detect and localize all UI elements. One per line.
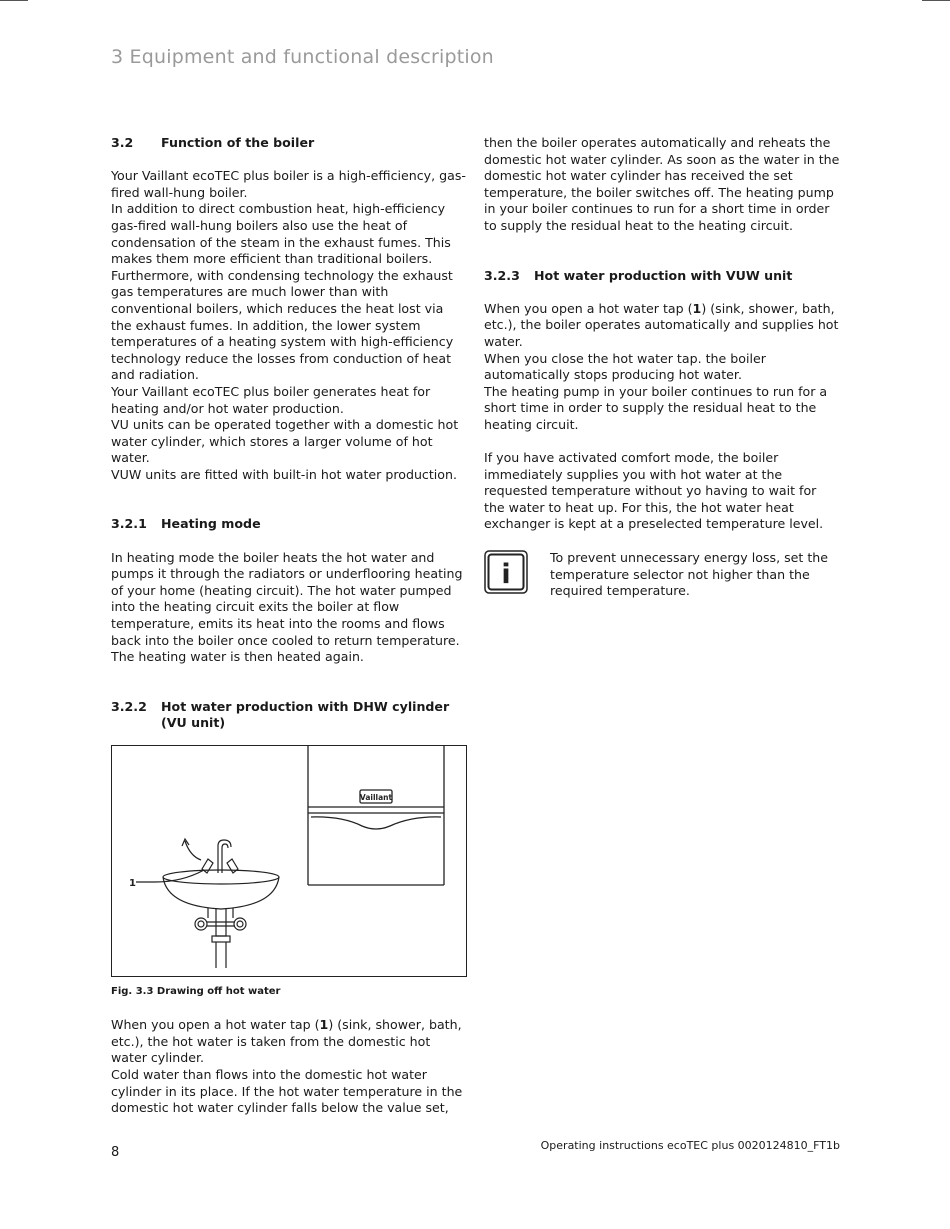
heading-3-2-2 bbox=[111, 699, 467, 732]
document-reference: Operating instructions ecoTEC plus 0020124810_FT1b bbox=[540, 1139, 840, 1152]
right-column bbox=[484, 135, 840, 600]
paragraph bbox=[111, 1017, 467, 1067]
paragraph bbox=[484, 301, 840, 351]
heading-number: 3.2 bbox=[111, 135, 134, 150]
paragraph: In heating mode the boiler heats the hot water and pumps it through the radiators or underflooring heating of your home (heating circuit). The hot water pumped into the heating circuit exits the boiler at flow temperature, emits its heat into the rooms and flows back into the boiler once cooled to return temperature. The heating water is then heated again. bbox=[111, 549, 463, 665]
paragraph: then the boiler operates automatically and reheats the domestic hot water cylinder. As soon as the water in the domestic hot water cylinder has received the set temperature, the boiler switches off. The heating pump in your boiler continues to run for a short time in order to supply the residual heat to the heating circuit. bbox=[484, 135, 840, 233]
text-run: When you open a hot water tap ( bbox=[484, 300, 693, 316]
heading-text: Hot water production with DHW cylinder (VU unit) bbox=[161, 698, 450, 731]
heading-3-2-1 bbox=[111, 516, 467, 533]
info-note bbox=[484, 550, 840, 600]
paragraph: VU units can be operated together with a domestic hot water cylinder, which stores a larger volume of hot water. bbox=[111, 417, 459, 466]
boiler-brand-label: Vaillant bbox=[359, 793, 393, 802]
text-run: When you open a hot water tap ( bbox=[111, 1017, 320, 1033]
text-run: ) (sink, shower, bath, etc.), the boiler operates automatically and supplies hot water. bbox=[484, 300, 839, 349]
heading-number: 3.2.2 bbox=[111, 698, 147, 714]
paragraph: VUW units are fitted with built-in hot water production. bbox=[111, 466, 457, 482]
paragraph: When you close the hot water tap. the boiler automatically stops producing hot water. bbox=[484, 350, 766, 383]
paragraph: If you have activated comfort mode, the boiler immediately supplies you with hot water at the requested temperature without yo having to wait for the water to heat up. For this, the hot water heat exchanger is kept at a preselected temperature level. bbox=[484, 450, 824, 532]
callout-number: 1 bbox=[129, 878, 136, 889]
heading-number: 3.2.3 bbox=[484, 267, 520, 283]
bold-reference: 1 bbox=[692, 300, 702, 316]
heading-3-2 bbox=[111, 135, 467, 152]
crop-mark-left bbox=[0, 0, 28, 1]
paragraph: Your Vaillant ecoTEC plus boiler generates heat for heating and/or hot water production. bbox=[111, 383, 431, 416]
info-icon bbox=[484, 550, 528, 594]
figure-caption: Fig. 3.3 Drawing off hot water bbox=[111, 986, 281, 997]
boiler-illustration bbox=[308, 746, 444, 885]
info-text: To prevent unnecessary energy loss, set the temperature selector not higher than the required temperature. bbox=[550, 550, 829, 599]
sink-illustration bbox=[136, 839, 279, 968]
paragraph: The heating pump in your boiler continues to run for a short time in order to supply the residual heat to the heating circuit. bbox=[484, 383, 828, 432]
figure-drawing-off-hot-water bbox=[111, 745, 467, 977]
crop-mark-right bbox=[922, 0, 950, 1]
heading-text: Function of the boiler bbox=[161, 135, 315, 150]
page-number: 8 bbox=[111, 1145, 120, 1160]
chapter-title: 3 Equipment and functional description bbox=[111, 46, 494, 68]
heading-text: Heating mode bbox=[161, 516, 261, 532]
heading-text: Hot water production with VUW unit bbox=[534, 267, 793, 283]
paragraph: Your Vaillant ecoTEC plus boiler is a high-efficiency, gas-fired wall-hung boiler. bbox=[111, 168, 466, 200]
text-run: ) (sink, shower, bath, etc.), the hot water is taken from the domestic hot water cylinder. bbox=[111, 1017, 462, 1066]
info-icon-letter: i bbox=[501, 559, 511, 591]
heading-3-2-3 bbox=[484, 268, 840, 285]
heading-number: 3.2.1 bbox=[111, 516, 147, 532]
paragraph: Cold water than flows into the domestic hot water cylinder in its place. If the hot water temperature in the domestic hot water cylinder falls below the value set, bbox=[111, 1066, 463, 1116]
left-column bbox=[111, 135, 467, 1117]
bold-reference: 1 bbox=[319, 1017, 329, 1033]
paragraph: In addition to direct combustion heat, high-efficiency gas-fired wall-hung boilers also use the heat of condensation of the steam in the exhaust fumes. This makes them more efficient than traditional boilers. Furthermore, with condensing technology the exhaust gas temperatures are much lower than with conventional boilers, which reduces the heat lost via the exhaust fumes. In addition, the lower system temperatures of a heating system with high-efficiency technology reduce the losses from conduction of heat and radiation. bbox=[111, 201, 454, 383]
sink-and-boiler-illustration bbox=[112, 746, 466, 976]
